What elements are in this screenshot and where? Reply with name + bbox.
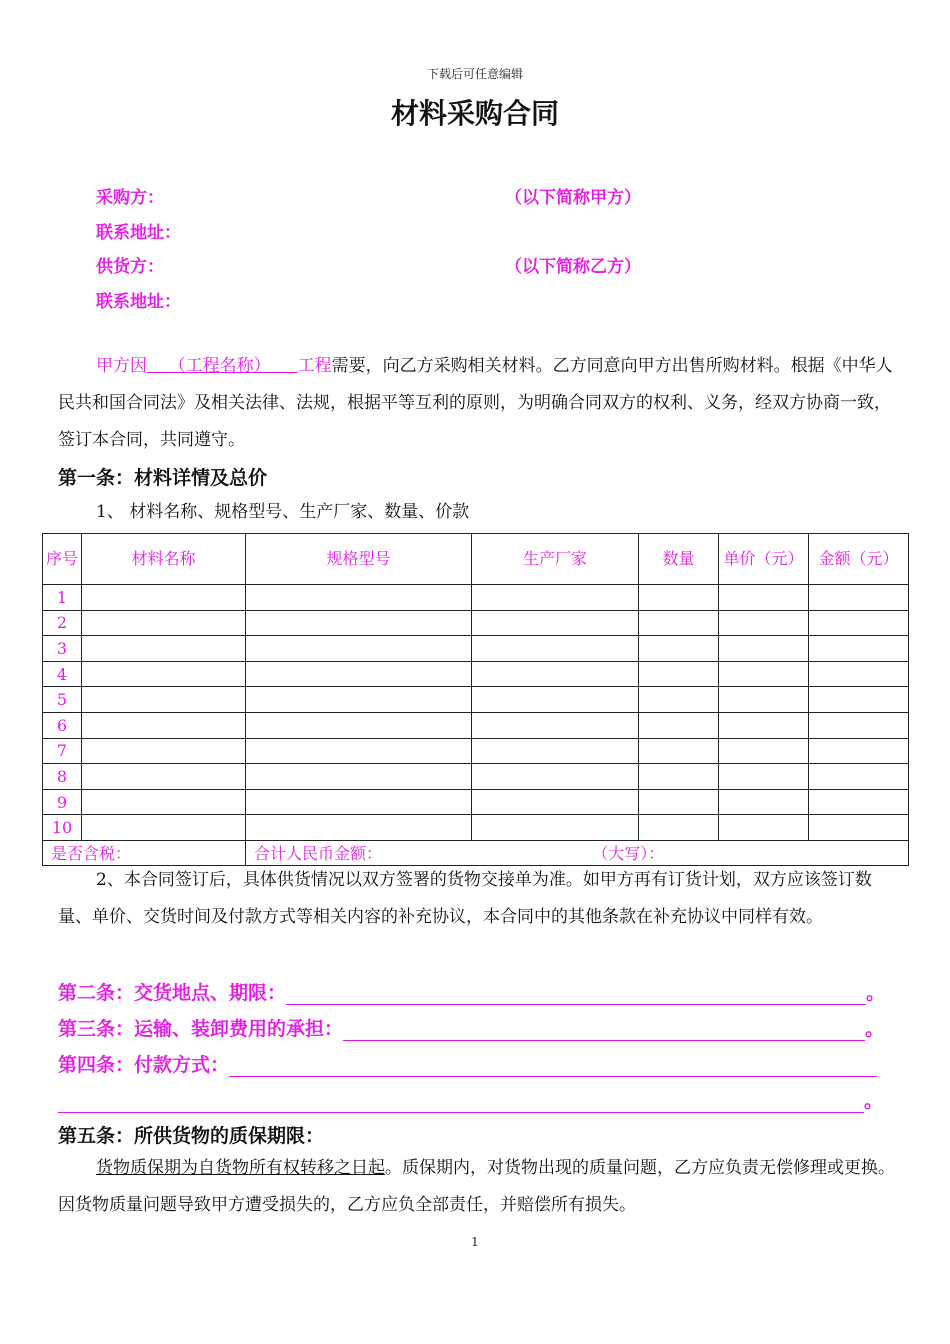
table-row: 5 bbox=[43, 687, 909, 713]
header-manufacturer: 生产厂家 bbox=[472, 534, 639, 585]
article1-item2: 2、本合同签订后，具体供货情况以双方签署的货物交接单为准。如甲方再有订货计划，双方应该签订数量、单价、交货时间及付款方式等相关内容的补充协议，本合同中的其他条款在补充协议中同样有效。 bbox=[58, 870, 872, 927]
article3-heading: 第三条：运输、装卸费用的承担： bbox=[58, 1018, 344, 1040]
project-placeholder: （工程名称） bbox=[168, 356, 271, 376]
supplier-label: 供货方： bbox=[96, 257, 164, 277]
page-number: 1 bbox=[471, 1235, 479, 1249]
table-header-row bbox=[43, 534, 909, 585]
caps-label: （大写）： bbox=[592, 844, 665, 864]
article3-blank[interactable] bbox=[343, 1020, 865, 1041]
article1-item1: 1、 材料名称、规格型号、生产厂家、数量、价款 bbox=[96, 502, 470, 522]
header-spec: 规格型号 bbox=[246, 534, 472, 585]
table-row: 4 bbox=[43, 661, 909, 687]
article2-blank[interactable] bbox=[286, 984, 866, 1005]
header-unit-price: 单价（元） bbox=[719, 534, 809, 585]
intro-prefix: 甲方因 bbox=[96, 356, 147, 376]
tax-label: 是否含税： bbox=[43, 840, 246, 865]
materials-table bbox=[42, 533, 909, 866]
total-label: 合计人民币金额： bbox=[254, 844, 383, 864]
buyer-label: 采购方： bbox=[96, 188, 164, 208]
intro-text: 需要，向乙方采购相关材料。乙方同意向甲方出售所购材料。根据《中华人民共和国合同法》及相关法律、法规，根据平等互利的原则，为明确合同双方的权利、义务，经双方协商一致，签订本合同，共同遵守。 bbox=[58, 356, 893, 450]
article5-underlined: 货物质保期为自货物所有权转移之日起 bbox=[96, 1158, 385, 1178]
article4-end: 。 bbox=[864, 1090, 884, 1112]
article4-line2 bbox=[58, 1086, 883, 1113]
article2-end: 。 bbox=[866, 982, 886, 1004]
article2-heading: 第二条：交货地点、期限： bbox=[58, 982, 287, 1004]
buyer-address-label: 联系地址： bbox=[96, 223, 181, 243]
buyer-note: （以下简称甲方） bbox=[505, 188, 641, 208]
supplier-address-label: 联系地址： bbox=[96, 292, 181, 312]
article3-line bbox=[58, 1014, 884, 1041]
article5-paragraph bbox=[58, 1150, 898, 1224]
article5-heading: 第五条：所供货物的质保期限： bbox=[58, 1125, 325, 1147]
article1-heading: 第一条：材料详情及总价 bbox=[58, 467, 268, 489]
top-note: 下载后可任意编辑 bbox=[426, 67, 523, 81]
header-seq: 序号 bbox=[43, 534, 82, 585]
header-material-name: 材料名称 bbox=[82, 534, 246, 585]
article2-line bbox=[58, 978, 885, 1005]
article4-blank-2[interactable] bbox=[58, 1092, 864, 1113]
supplier-note: （以下简称乙方） bbox=[505, 257, 641, 277]
article4-heading: 第四条：付款方式： bbox=[58, 1054, 230, 1076]
table-row: 2 bbox=[43, 610, 909, 636]
article5-text: 。质保期内，对货物出现的质量问题，乙方应负责无偿修理或更换。因货物质量问题导致甲方遭受损失的，乙方应负全部责任，并赔偿所有损失。 bbox=[58, 1158, 895, 1215]
table-row: 1 bbox=[43, 585, 909, 611]
table-row: 6 bbox=[43, 712, 909, 738]
article4-line bbox=[58, 1050, 877, 1077]
intro-paragraph bbox=[58, 348, 898, 459]
article4-blank[interactable] bbox=[229, 1056, 877, 1077]
table-row: 3 bbox=[43, 636, 909, 662]
header-amount: 金额（元） bbox=[809, 534, 909, 585]
table-row: 10 bbox=[43, 815, 909, 841]
project-suffix: 工程 bbox=[297, 356, 332, 376]
table-row: 7 bbox=[43, 738, 909, 764]
table-row: 8 bbox=[43, 764, 909, 790]
header-quantity: 数量 bbox=[639, 534, 719, 585]
table-row: 9 bbox=[43, 789, 909, 815]
article3-end: 。 bbox=[865, 1018, 885, 1040]
page-title: 材料采购合同 bbox=[390, 97, 559, 130]
